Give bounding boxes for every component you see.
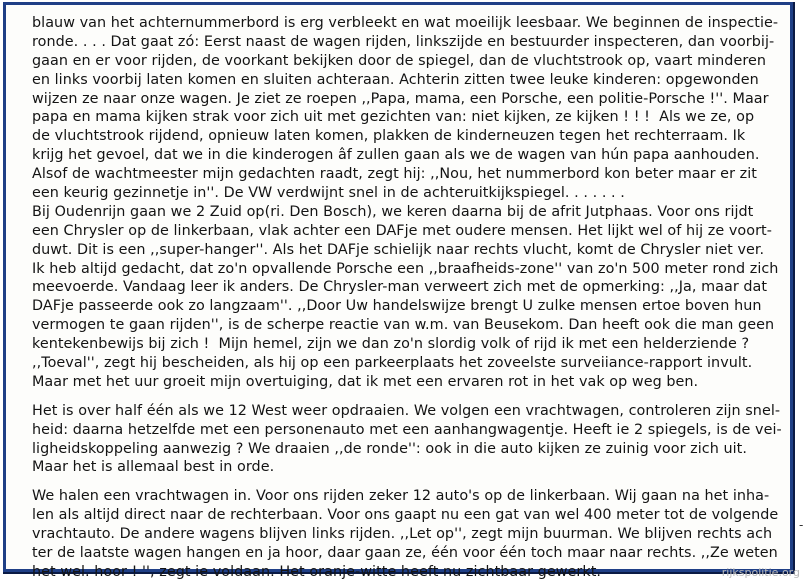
text-line: Bij Oudenrijn gaan we 2 Zuid op(ri. Den Bosch), we keren daarna bij de afrit Jutphaas. Voor ons rijdt: [32, 203, 754, 220]
paragraph: [32, 14, 792, 392]
text-line: een Chrysler op de linkerbaan, vlak achter een DAFje met oudere mensen. Het lijkt wel of hij ze voort-: [32, 222, 772, 239]
text-line: kentekenbewijs bij zich ! Mijn hemel, zijn we dan zo'n slordig volk of rijd ik met een helderziende ?: [32, 336, 750, 353]
text-line: ,,Toeval'', zegt hij bescheiden, als hij op een parkeerplaats het zoveelste surveiiance-rapport invult.: [32, 355, 753, 372]
text-line: Maar het is allemaal best in orde.: [32, 459, 275, 476]
text-line: de vluchtstrook rijdend, opnieuw laten komen, plakken de kinderneuzen tegen het rechterraam. Ik: [32, 128, 746, 145]
text-line: gaan en er voor rijden, de voorkant bekijken door de spiegel, dan de vluchtstrook op, vaart minderen: [32, 52, 767, 69]
text-line: krijg het gevoel, dat we in die kinderogen âf zullen gaan als we de wagen van hún papa aanhouden.: [32, 147, 760, 164]
paragraph: [32, 402, 792, 478]
document-frame: [3, 2, 795, 580]
text-line: ronde. . . . Dat gaat zó: Eerst naast de wagen rijden, linkszijde en bestuurder inspecteren, dan voorbij-: [32, 33, 775, 50]
article-text: [32, 14, 792, 582]
margin-mark: -: [799, 518, 804, 532]
text-line: vrachtauto. De andere wagens blijven links rijden. ,,Let op'', zegt mijn buurman. We blijven rechts ach: [32, 526, 773, 543]
text-line: We halen een vrachtwagen in. Voor ons rijden zeker 12 auto's op de linkerbaan. Wij gaan na het inha-: [32, 488, 770, 505]
text-line: en links voorbij laten komen en sluiten achteraan. Achterin zitten twee leuke kinderen: opgewonden: [32, 71, 759, 88]
text-line: len als altijd direct naar de rechterbaan. Voor ons gaapt nu een gat van wel 400 meter tot de volgende: [32, 507, 779, 524]
text-line: vermogen te gaan rijden'', is de scherpe reactie van w.m. van Beusekom. Dan heeft ook die man geen: [32, 317, 775, 334]
text-line: wijzen ze naar onze wagen. Je ziet ze roepen ,,Papa, mama, een Porsche, een politie-Porsche !''. Maar: [32, 90, 769, 107]
text-line: blauw van het achternummerbord is erg verbleekt en wat moeilijk leesbaar. We beginnen de inspectie-: [32, 15, 779, 31]
text-line: het wel. hoor ! '', zegt ie voldaan. Het oranje-witte heeft nu zichtbaar gewerkt.: [32, 563, 601, 580]
text-line: ligheidskoppeling aanwezig ? We draaien ,,de ronde'': ook in die auto kijken ze zuinig voor zich uit.: [32, 440, 747, 457]
text-line: DAFje passeerde ook zo langzaam''. ,,Door Uw handelswijze brengt U zulke mensen ertoe boven hun: [32, 298, 762, 315]
text-line: papa en mama kijken strak voor zich uit met gezichten van: niet kijken, ze kijken ! ! ! Als we ze, op: [32, 109, 755, 126]
text-line: Maar met het uur groeit mijn overtuiging, dat ik met een ervaren rot in het vak op weg ben.: [32, 373, 699, 390]
text-line: meevoerde. Vandaag leer ik anders. De Chrysler-man verweert zich met de opmerking: ,,Ja, maar dat: [32, 279, 768, 296]
text-line: ter de laatste wagen hangen en ja hoor, daar gaan ze, één voor één toch maar naar rechts. ,,Ze weten: [32, 545, 778, 562]
text-line: een keurig gezinnetje in''. De VW verdwijnt snel in de achteruitkijkspiegel. . . . . . .: [32, 185, 625, 202]
text-line: Ik heb altijd gedacht, dat zo'n opvallende Porsche een ,,braafheids-zone'' van zo'n 500 meter rond zich: [32, 260, 779, 277]
text-line: heid: daarna hetzelfde met een personenauto met een aanhangwagentje. Heeft ie 2 spiegels, is de vei-: [32, 421, 782, 438]
text-line: duwt. Dit is een ,,super-hanger''. Als het DAFje schielijk naar rechts vlucht, komt de Chrysler niet ver.: [32, 241, 765, 258]
watermark: rijkspolitie.org: [721, 566, 800, 579]
paragraph: [32, 487, 792, 581]
text-line: Alsof de wachtmeester mijn gedachten raadt, zegt hij: ,,Nou, het nummerbord kon beter maar er zit: [32, 166, 757, 183]
text-line: Het is over half één als we 12 West weer opdraaien. We volgen een vrachtwagen, controleren zijn snel-: [32, 402, 781, 419]
